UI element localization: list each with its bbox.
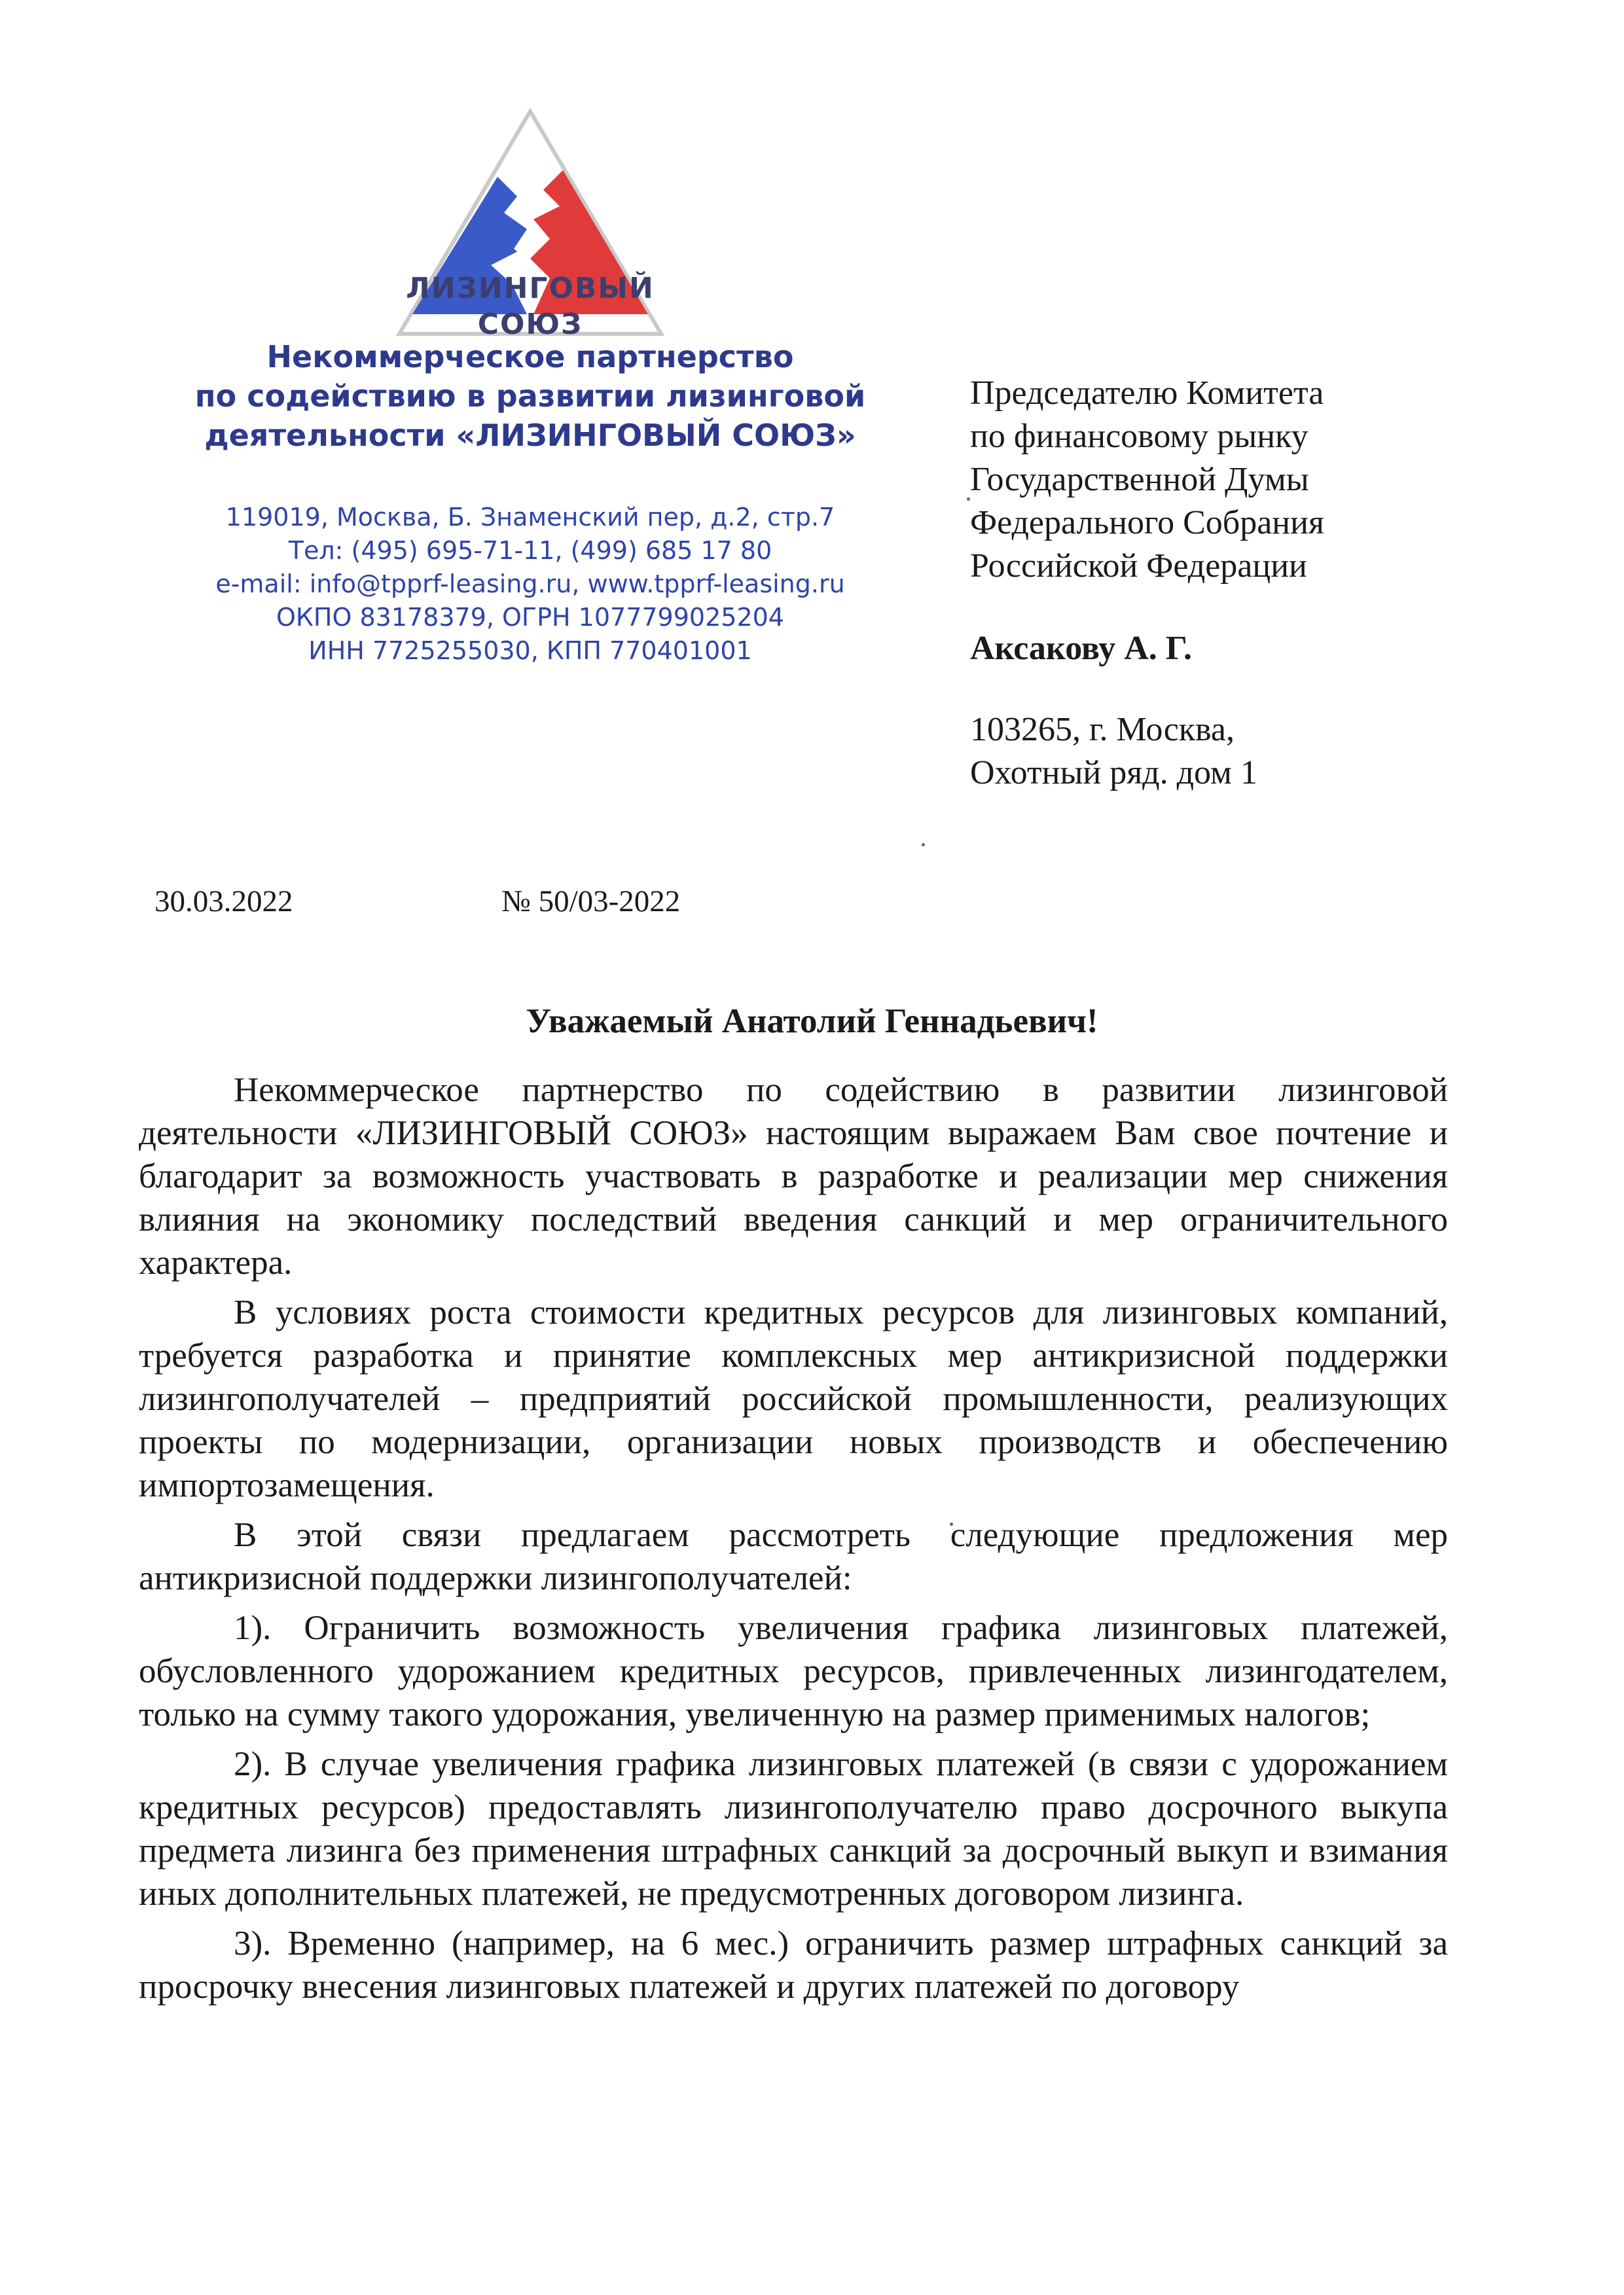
salutation: Уважаемый Анатолий Геннадьевич!: [526, 1002, 1098, 1040]
addressee-title-line: по финансовому рынку: [970, 418, 1308, 455]
addressee-title-line: Российской Федерации: [970, 547, 1307, 585]
addressee-address-line: Охотный ряд. дом 1: [970, 754, 1257, 791]
addressee-title-line: Федерального Собрания: [970, 504, 1324, 541]
org-inn-kpp: ИНН 7725255030, КПП 770401001: [308, 636, 752, 665]
org-name-line: деятельности «ЛИЗИНГОВЫЙ СОЮЗ»: [204, 418, 856, 453]
org-name-line: по содействию в развитии лизинговой: [194, 378, 866, 414]
org-address: 119019, Москва, Б. Знаменский пер, д.2, стр.7: [225, 503, 835, 532]
organization-contacts: [144, 501, 916, 668]
body-paragraph: В условиях роста стоимости кредитных ресурсов для лизинговых компаний, требуется разработка и принятие комплексных мер антикризисной поддержки лизингополучателей – предприятий российской промышленности, реализующих проекты по модернизации, организации новых производств и обеспечению импортозамещения.: [139, 1293, 1448, 1504]
addressee-title-line: Государственной Думы: [970, 461, 1309, 498]
organization-name: [144, 337, 916, 455]
body-paragraph: Некоммерческое партнерство по содействию в развитии лизинговой деятельности «ЛИЗИНГОВЫЙ СОЮЗ» настоящим выражаем Вам свое почтение и благодарит за возможность участвовать в разработке и реализации мер снижения влияния на экономику последствий введения санкций и мер ограничительного характера.: [139, 1071, 1448, 1282]
org-okpo-ogrn: ОКПО 83178379, ОГРН 1077799025204: [276, 603, 784, 632]
addressee-address-line: 103265, г. Москва,: [970, 711, 1235, 748]
addressee-block: [970, 372, 1559, 795]
scan-speck: [967, 497, 970, 501]
org-name-line: Некоммерческое партнерство: [266, 339, 794, 374]
scan-speck: [922, 843, 925, 846]
proposal-item: 2). В случае увеличения графика лизинговых платежей (в связи с удорожанием кредитных ресурсов) предоставлять лизингополучателю право досрочного выкупа предмета лизинга без применения штрафных санкций за досрочный выкуп и взимания иных дополнительных платежей, не предусмотренных договором лизинга.: [139, 1745, 1448, 1913]
letter-body: [139, 1068, 1448, 2015]
logo-text-line2: СОЮЗ: [477, 308, 583, 341]
letter-date: 30.03.2022: [154, 884, 293, 918]
addressee-name: Аксакову А. Г.: [970, 630, 1192, 667]
proposal-item: 1). Ограничить возможность увеличения графика лизинговых платежей, обусловленного удорожанием кредитных ресурсов, привлеченных лизингодателем, только на сумму такого удорожания, увеличенную на размер применимых налогов;: [139, 1609, 1448, 1733]
addressee-address: [970, 708, 1559, 795]
letter-number: № 50/03-2022: [501, 884, 681, 918]
logo-text-line1: ЛИЗИНГОВЫЙ: [406, 272, 655, 305]
org-phone: Тел: (495) 695-71-11, (499) 685 17 80: [288, 536, 772, 565]
addressee-title-line: Председателю Комитета: [970, 374, 1324, 412]
body-paragraph: В этой связи предлагаем рассмотреть следующие предложения мер антикризисной поддержки лизингополучателей:: [139, 1516, 1448, 1597]
proposal-item: 3). Временно (например, на 6 мес.) ограничить размер штрафных санкций за просрочку внесения лизинговых платежей и других платежей по договору: [139, 1925, 1448, 2006]
org-email-web: e-mail: info@tpprf-leasing.ru, www.tpprf-leasing.ru: [215, 569, 845, 598]
